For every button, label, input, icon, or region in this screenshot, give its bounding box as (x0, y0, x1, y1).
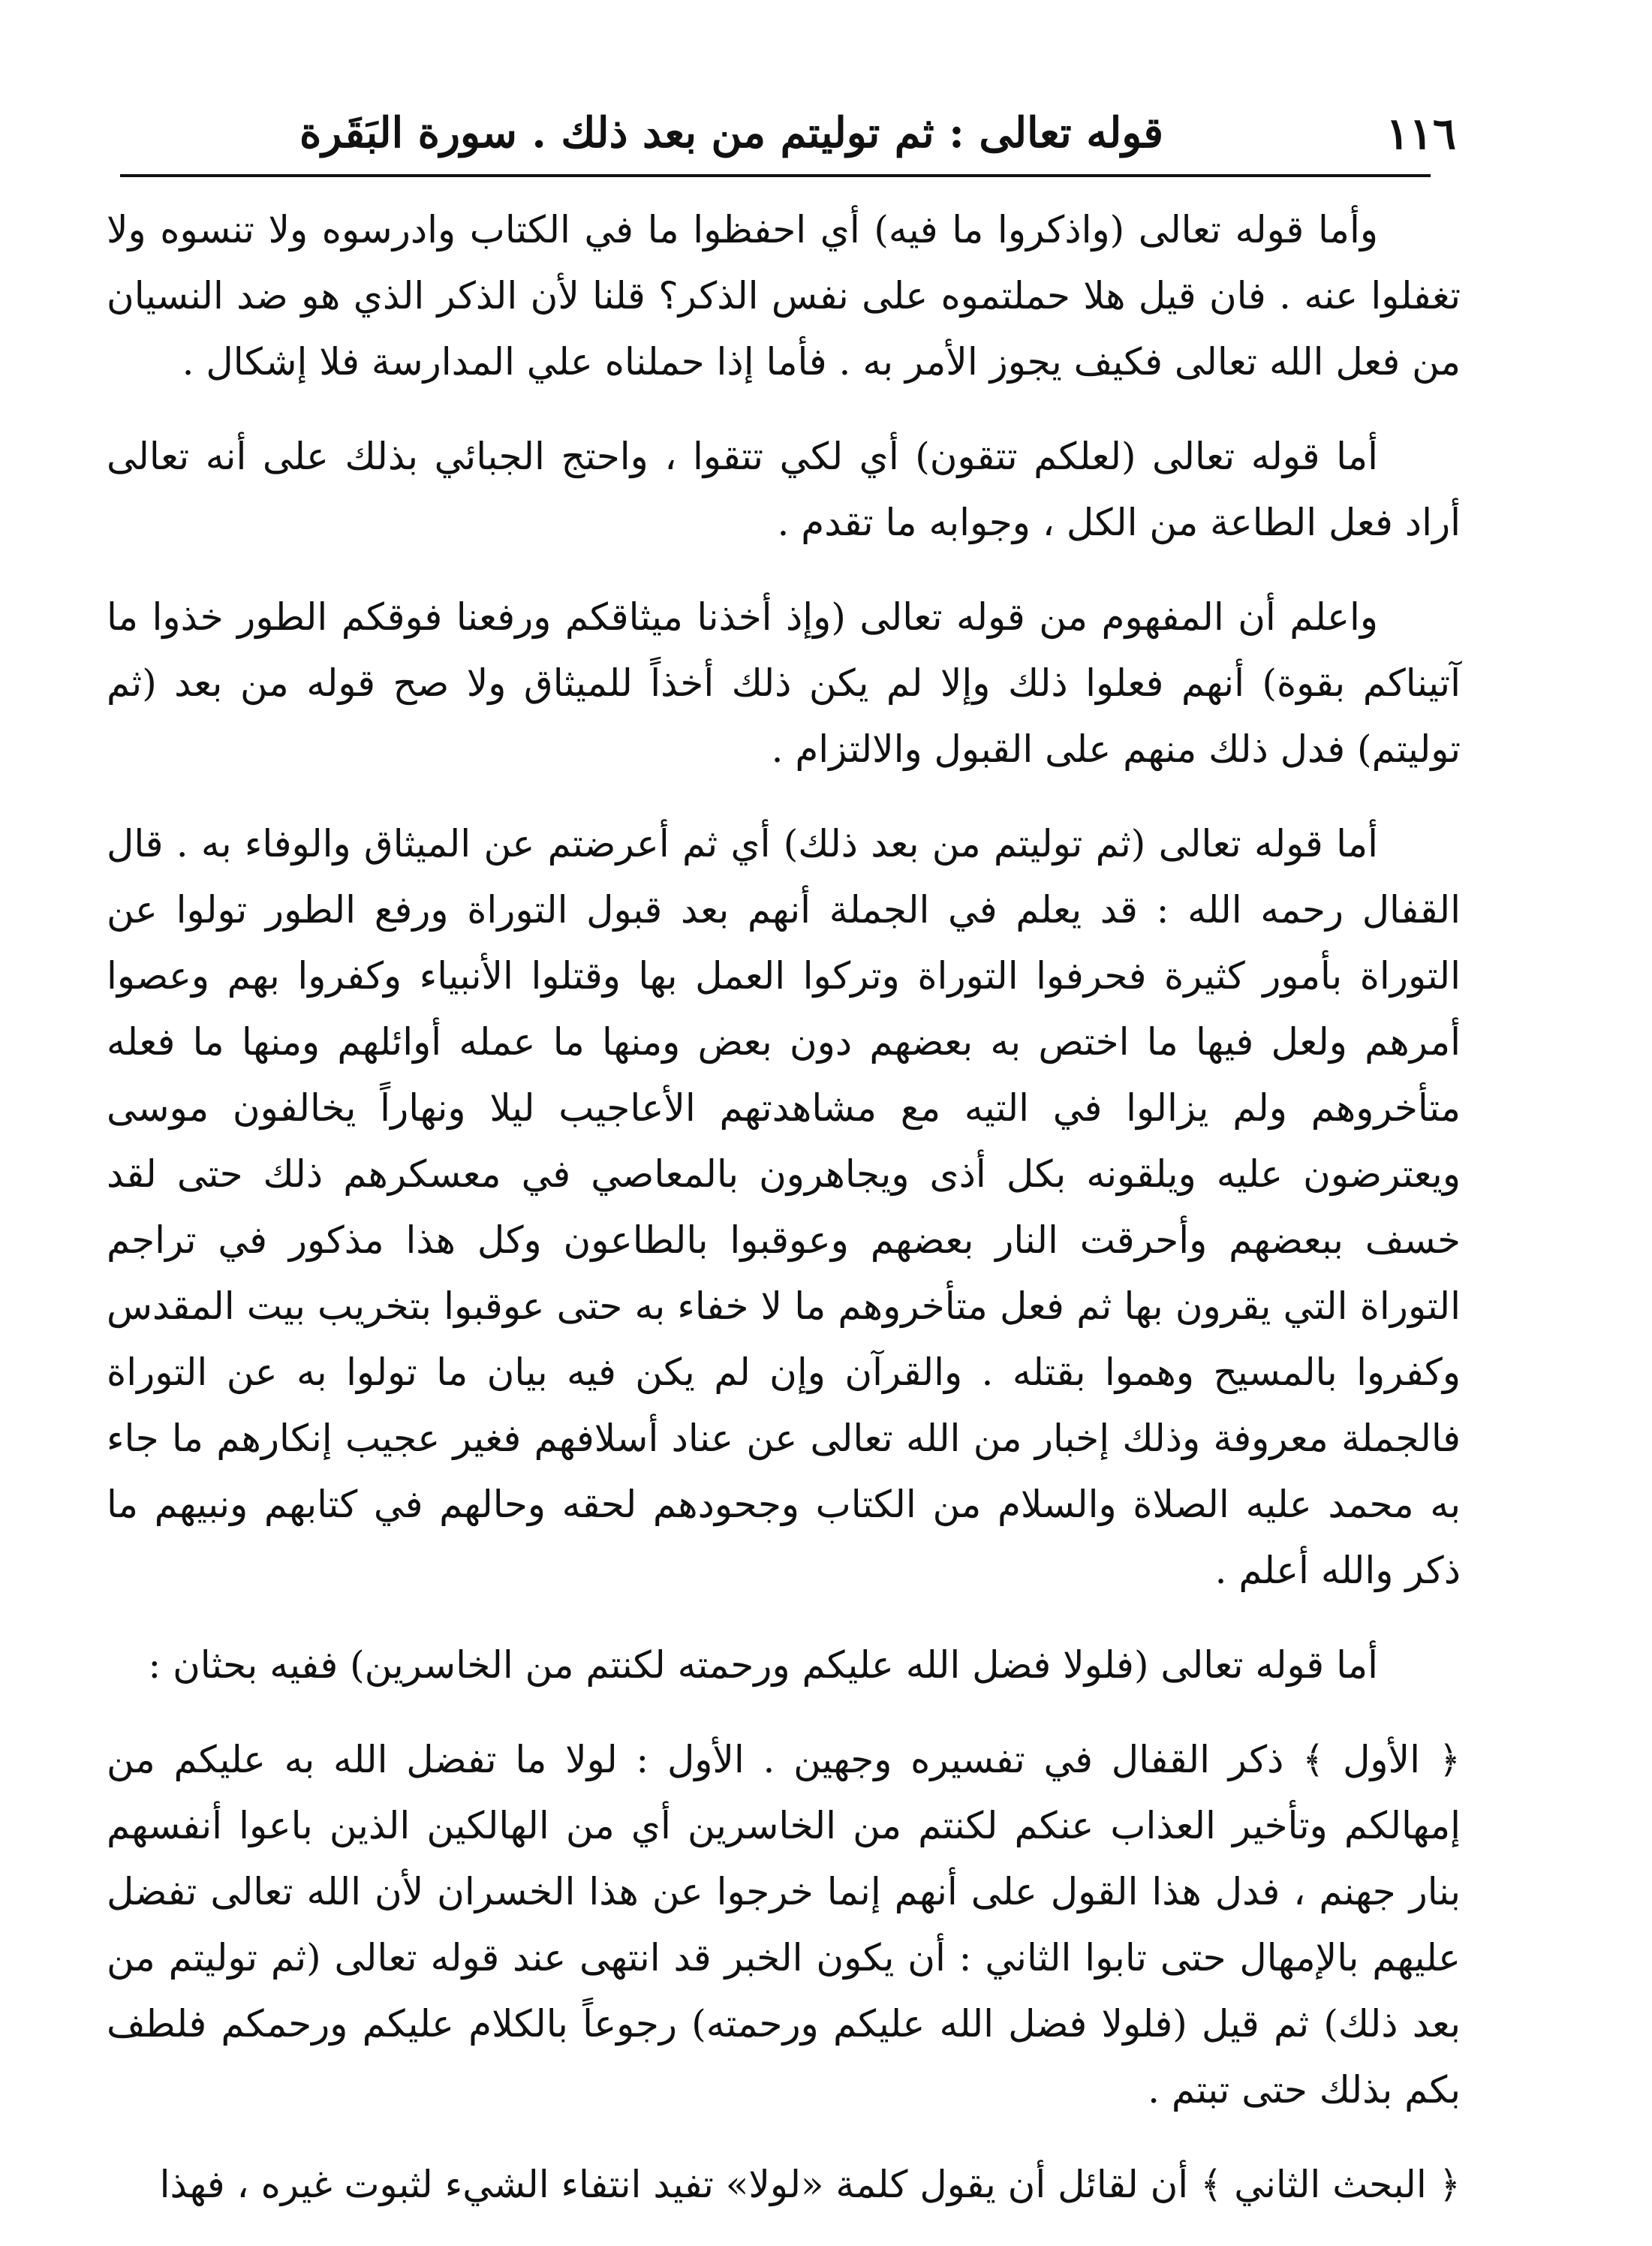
paragraph-5: أما قوله تعالى (فلولا فضل الله عليكم ورحمته لكنتم من الخاسرين) ففيه بحثان : (148, 1643, 1378, 1687)
running-title: قوله تعالى : ثم توليتم من بعد ذلك . سورة البَقَرة (299, 108, 1163, 158)
paragraph-7: ﴿ البحث الثاني ﴾ أن لقائل أن يقول كلمة «لولا» تفيد انتفاء الشيء لثبوت غيره ، فهذا (159, 2163, 1461, 2206)
page-number: ١١٦ (1386, 108, 1456, 159)
paragraph-2: أما قوله تعالى (لعلكم تتقون) أي لكي تتقوا ، واحتج الجبائي بذلك على أنه تعالى أراد فعل الطاعة من الكل ، وجوابه ما تقدم . (107, 435, 1461, 544)
header-rule (120, 174, 1431, 177)
page-header (120, 98, 1486, 173)
body-text (107, 197, 1461, 2246)
paragraph-6: ﴿ الأول ﴾ ذكر القفال في تفسيره وجهين . الأول : لولا ما تفضل الله به عليكم من إمهالكم وتأخير العذاب عنكم لكنتم من الخاسرين أي من الهالكين الذين باعوا أنفسهم بنار جهنم ، فدل هذا القول على أنهم إنما خرجوا عن هذا الخسران لأن الله تعالى تفضل عليهم بالإمهال حتى تابوا الثاني : أن يكون الخبر قد انتهى عند قوله تعالى (ثم توليتم من بعد ذلك) ثم قيل (فلولا فضل الله عليكم ورحمته) رجوعاً بالكلام عليكم ورحمكم فلطف بكم بذلك حتى تبتم . (107, 1738, 1461, 2112)
paragraph-4: أما قوله تعالى (ثم توليتم من بعد ذلك) أي ثم أعرضتم عن الميثاق والوفاء به . قال القفال رحمه الله : قد يعلم في الجملة أنهم بعد قبول التوراة ورفع الطور تولوا عن التوراة بأمور كثيرة فحرفوا التوراة وتركوا العمل بها وقتلوا الأنبياء وكفروا بهم وعصوا أمرهم ولعل فيها ما اختص به بعضهم دون بعض ومنها ما عمله أوائلهم ومنها ما فعله متأخروهم ولم يزالوا في التيه مع مشاهدتهم الأعاجيب ليلا ونهاراً يخالفون موسى ويعترضون عليه ويلقونه بكل أذى ويجاهرون بالمعاصي في معسكرهم ذلك حتى لقد خسف ببعضهم وأحرقت النار بعضهم وعوقبوا بالطاعون وكل هذا مذكور في تراجم التوراة التي يقرون بها ثم فعل متأخروهم ما لا خفاء به حتى عوقبوا بتخريب بيت المقدس وكفروا بالمسيح وهموا بقتله . والقرآن وإن لم يكن فيه بيان ما تولوا به عن التوراة فالجملة معروفة وذلك إخبار من الله تعالى عن عناد أسلافهم فغير عجيب إنكارهم ما جاء به محمد عليه الصلاة والسلام من الكتاب وجحودهم لحقه وحالهم في كتابهم ونبيهم ما ذكر والله أعلم . (107, 822, 1461, 1592)
paragraph-1: وأما قوله تعالى (واذكروا ما فيه) أي احفظوا ما في الكتاب وادرسوه ولا تنسوه ولا تغفلوا عنه . فان قيل هلا حملتموه على نفس الذكر؟ قلنا لأن الذكر الذي هو ضد النسيان من فعل الله تعالى فكيف يجوز الأمر به . فأما إذا حملناه علي المدارسة فلا إشكال . (107, 208, 1461, 384)
paragraph-3: واعلم أن المفهوم من قوله تعالى (وإذ أخذنا ميثاقكم ورفعنا فوقكم الطور خذوا ما آتيناكم بقوة) أنهم فعلوا ذلك وإلا لم يكن ذلك أخذاً للميثاق ولا صح قوله من بعد (ثم توليتم) فدل ذلك منهم على القبول والالتزام . (107, 595, 1461, 771)
